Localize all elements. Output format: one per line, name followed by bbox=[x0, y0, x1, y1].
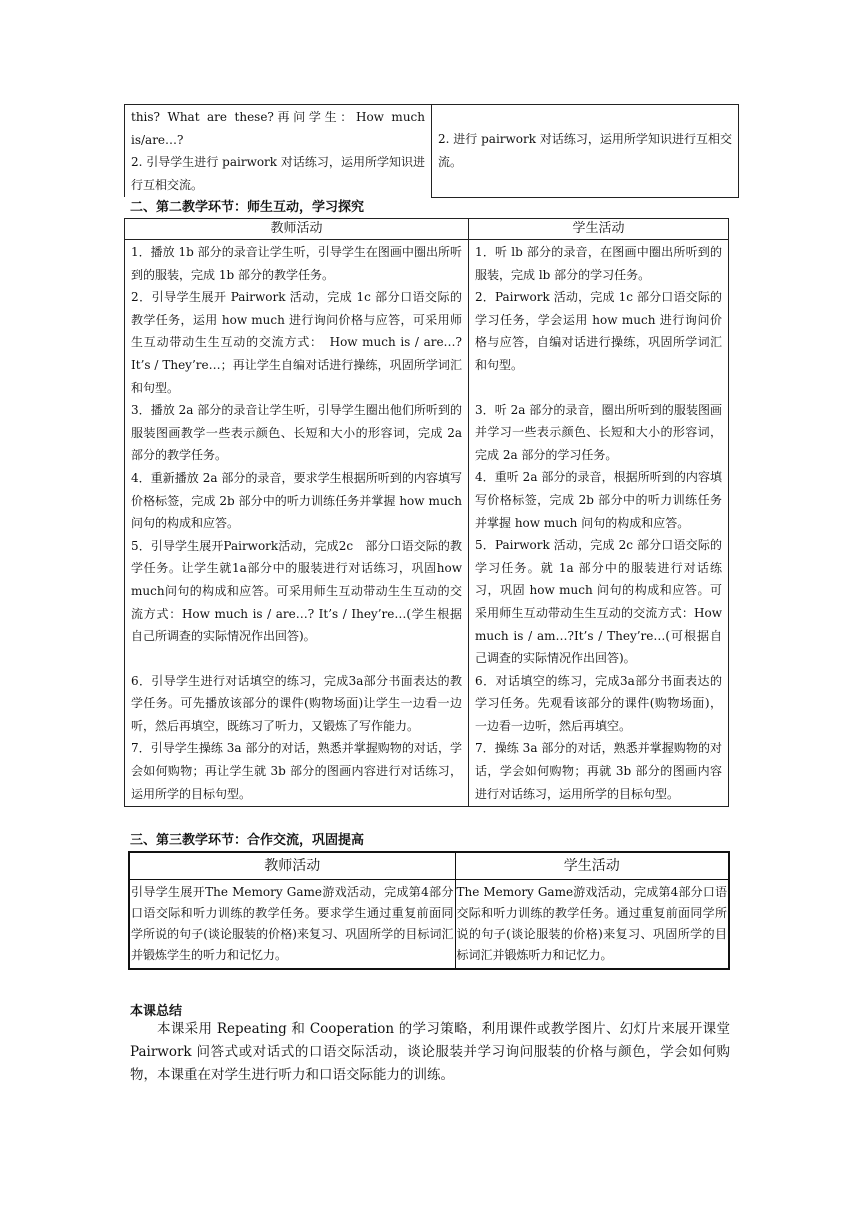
student-cell bbox=[432, 105, 739, 198]
summary-body: 本课采用 Repeating 和 Cooperation 的学习策略，利用课件或教学图片、幻灯片来展开课堂 Pairwork 问答式或对话式的口语交际活动，谈论服装并学习询问服装的价格与颜色，学会如何购物，本课重在对学生进行听力和口语交际能力的训练。 bbox=[130, 1021, 730, 1083]
list-item: 3．听 2a 部分的录音，圈出所听到的服装图画并学习一些表示颜色、长短和大小的形容词，完成 2a 部分的学习任务。 bbox=[475, 402, 722, 462]
student-text: 2. 进行 pairwork 对话练习，运用所学知识进行互相交流。 bbox=[438, 132, 732, 169]
table-section2 bbox=[124, 218, 729, 807]
list-item: 7．引导学生操练 3a 部分的对话，熟悉并掌握购物的对话，学会如何购物；再让学生就 3b 部分的图画内容进行对话练习，运用所学的目标句型。 bbox=[131, 741, 462, 801]
teacher-text: this? What are these?再问学生：How much is/are…? bbox=[131, 110, 425, 147]
list-item: 4．重新播放 2a 部分的录音，要求学生根据所听到的内容填写价格标签，完成 2b 部分中的听力训练任务并掌握 how much 问句的构成和应答。 bbox=[131, 470, 462, 531]
list-item: 1．播放 1b 部分的录音让学生听，引导学生在图画中圈出所听到的服装，完成 1b 部分的教学任务。 bbox=[131, 245, 462, 282]
section-title: 三、第三教学环节：合作交流，巩固提高 bbox=[130, 833, 365, 848]
blank-line bbox=[475, 377, 722, 399]
teacher-cell bbox=[125, 240, 469, 807]
table-row bbox=[129, 880, 729, 970]
header-teacher: 教师活动 bbox=[125, 219, 469, 240]
list-item: 6．对话填空的练习，完成3a部分书面表达的学习任务。先观看该部分的课件(购物场面)，一边看一边听，然后再填空。 bbox=[475, 673, 722, 733]
list-item: 2．引导学生展开 Pairwork 活动，完成 1c 部分口语交际的教学任务，运用 how much 进行询问价格与应答，可采用师生互动带动生生互动的交流方式： How much is / are…? It’s / They’re…；再让学生自编对话进行操练，巩固所学词汇和句型。 bbox=[131, 290, 462, 395]
teacher-text: 2. 引导学生进行 pairwork 对话练习，运用所学知识进行互相交流。 bbox=[131, 155, 425, 192]
header-student: 学生活动 bbox=[469, 219, 729, 240]
summary-title: 本课总结 bbox=[130, 1004, 183, 1019]
table-section1-continuation bbox=[124, 104, 739, 198]
table-header-row bbox=[129, 852, 729, 880]
header-student: 学生活动 bbox=[455, 852, 729, 880]
header-teacher: 教师活动 bbox=[129, 852, 455, 880]
teacher-cell: 引导学生展开The Memory Game游戏活动，完成第4部分口语交际和听力训练的教学任务。要求学生通过重复前面同学所说的句子(谈论服装的价格)来复习、巩固所学的目标词汇并锻炼学生的听力和记忆力。 bbox=[129, 880, 455, 970]
student-cell bbox=[469, 240, 729, 807]
section-title: 二、第二教学环节：师生互动，学习探究 bbox=[130, 200, 365, 215]
list-item: 5．Pairwork 活动，完成 2c 部分口语交际的学习任务。就 1a 部分中的服装进行对话练习，巩固 how much 问句的构成和应答。可采用师生互动带动生生互动的交流方式：How much is / am…?It’s / They’re…(可根据自己调查的实际情况作出回答)。 bbox=[475, 538, 722, 666]
list-item: 2．Pairwork 活动，完成 1c 部分口语交际的学习任务，学会运用 how much 进行询问价格与应答，自编对话进行操练，巩固所学词汇和句型。 bbox=[475, 290, 722, 372]
list-item: 1．听 lb 部分的录音，在图画中圈出所听到的服装，完成 lb 部分的学习任务。 bbox=[475, 245, 722, 282]
table-row bbox=[125, 240, 729, 807]
list-item: 5．引导学生展开Pairwork活动，完成2c 部分口语交际的教学任务。让学生就1a部分中的服装进行对话练习，巩固how much问句的构成和应答。可采用师生互动带动生生互动的交流方式：How much is / are…? It’s / Ihey’re…(学生根据自己所调查的实际情况作出回答)。 bbox=[131, 538, 462, 644]
table-header-row bbox=[125, 219, 729, 240]
blank-line bbox=[438, 106, 732, 128]
list-item: 3．播放 2a 部分的录音让学生听，引导学生圈出他们所听到的服装图画教学一些表示颜色、长短和大小的形容词，完成 2a 部分的教学任务。 bbox=[131, 403, 462, 463]
student-cell: The Memory Game游戏活动，完成第4部分口语交际和听力训练的教学任务。通过重复前面同学所说的句子(谈论服装的价格)来复习、巩固所学的目标词汇并锻炼听力和记忆力。 bbox=[455, 880, 729, 970]
list-item: 6．引导学生进行对话填空的练习，完成3a部分书面表达的教学任务。可先播放该部分的课件(购物场面)让学生一边看一边听，然后再填空，既练习了听力，又锻炼了写作能力。 bbox=[131, 673, 462, 733]
teacher-cell bbox=[125, 105, 432, 198]
list-item: 4．重听 2a 部分的录音，根据所听到的内容填写价格标签，完成 2b 部分中的听力训练任务并掌握 how much 问句的构成和应答。 bbox=[475, 470, 722, 530]
table-row bbox=[125, 105, 739, 198]
list-item: 7．操练 3a 部分的对话，熟悉并掌握购物的对话，学会如何购物；再就 3b 部分的图画内容进行对话练习，运用所学的目标句型。 bbox=[475, 741, 722, 801]
blank-line bbox=[131, 648, 462, 670]
table-section3 bbox=[128, 851, 730, 970]
